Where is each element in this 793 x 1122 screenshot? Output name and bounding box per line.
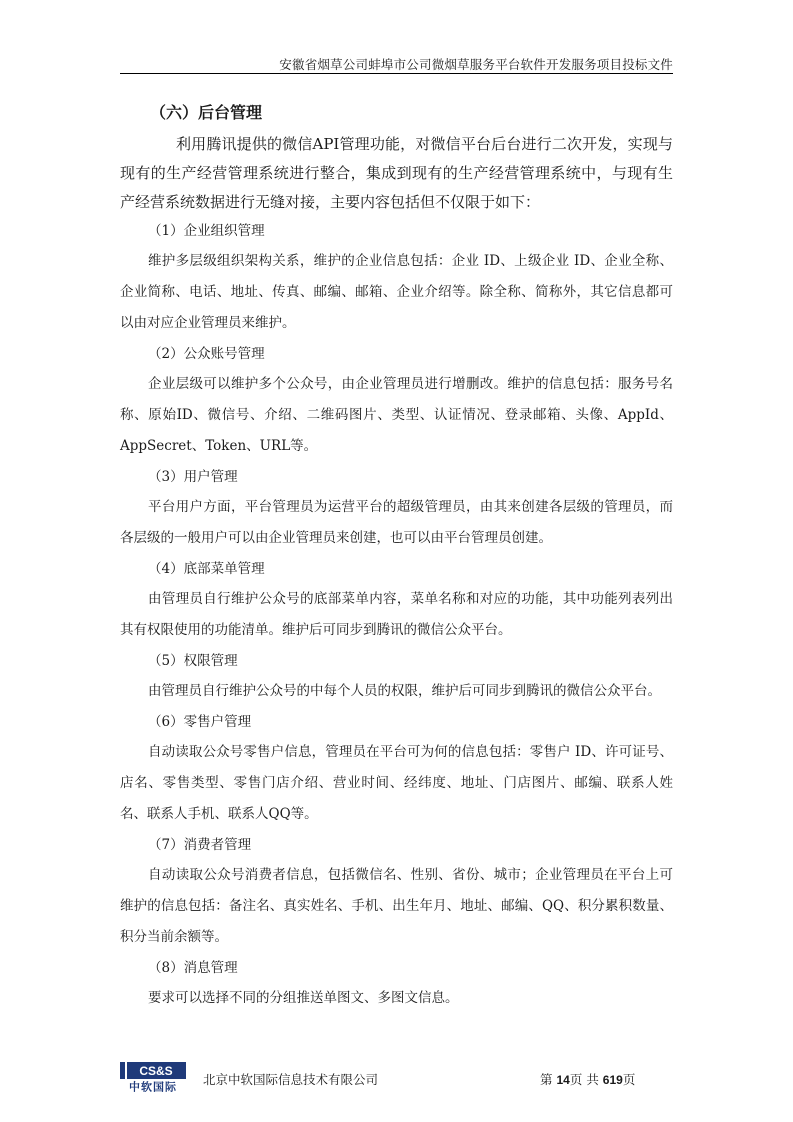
item-heading: （3）用户管理 [148, 469, 238, 485]
item-text: 由管理员自行维护公众号的中每个人员的权限，维护后可同步到腾讯的微信公众平台。 [148, 683, 661, 699]
footer-company: 北京中软国际信息技术有限公司 [203, 1072, 379, 1087]
page-total: 619 [602, 1073, 623, 1087]
item-heading: （8）消息管理 [148, 960, 238, 976]
item-heading: （6）零售户管理 [148, 714, 252, 730]
item-heading: （5）权限管理 [148, 653, 238, 669]
page-suffix: 页 [622, 1072, 636, 1087]
header-rule [120, 73, 673, 74]
page-prefix: 第 [540, 1072, 557, 1087]
intro-paragraph: 利用腾讯提供的微信API管理功能，对微信平台后台进行二次开发，实现与现有的生产经营管理系统进行整合，集成到现有的生产经营管理系统中，与现有生产经营系统数据进行无缝对接，主要内容包括但不仅限于如下： [120, 135, 673, 211]
page-mid: 页 共 [569, 1072, 603, 1087]
item-text: 要求可以选择不同的分组推送单图文、多图文信息。 [148, 990, 459, 1006]
item-text: 自动读取公众号零售户信息，管理员在平台可为何的信息包括：零售户 ID、许可证号、店名、零售类型、零售门店介绍、营业时间、经纬度、地址、门店图片、邮编、联系人姓名、联系人手机、联系人QQ等。 [120, 744, 673, 822]
page-header: 安徽省烟草公司蚌埠市公司微烟草服务平台软件开发服务项目投标文件 [279, 57, 673, 72]
section-title: （六）后台管理 [150, 103, 263, 122]
item-heading: （7）消费者管理 [148, 837, 252, 853]
item-heading: （1）企业组织管理 [148, 223, 265, 239]
section-body [120, 216, 673, 1014]
item-heading: （4）底部菜单管理 [148, 561, 265, 577]
item-text: 维护多层级组织架构关系，维护的企业信息包括：企业 ID、上级企业 ID、企业全称、企业简称、电话、地址、传真、邮编、邮箱、企业介绍等。除全称、简称外，其它信息都可以由对应企业管理员来维护。 [120, 253, 673, 331]
page-number [540, 1070, 635, 1088]
page-current: 14 [556, 1073, 570, 1087]
item-text: 企业层级可以维护多个公众号，由企业管理员进行增删改。维护的信息包括：服务号名称、原始ID、微信号、介绍、二维码图片、类型、认证情况、登录邮箱、头像、AppId、AppSecret、Token、URL等。 [120, 376, 673, 454]
item-heading: （2）公众账号管理 [148, 346, 265, 362]
item-text: 由管理员自行维护公众号的底部菜单内容，菜单名称和对应的功能，其中功能列表列出其有权限使用的功能清单。维护后可同步到腾讯的微信公众平台。 [120, 591, 673, 638]
logo-bar [120, 1062, 125, 1079]
item-text: 平台用户方面，平台管理员为运营平台的超级管理员，由其来创建各层级的管理员，而各层级的一般用户可以由企业管理员来创建，也可以由平台管理员创建。 [120, 499, 673, 546]
logo-text-top: CS&S [139, 1064, 173, 1078]
intro-paragraph-wrap [120, 130, 673, 217]
item-text: 自动读取公众号消费者信息，包括微信名、性别、省份、城市；企业管理员在平台上可维护的信息包括：备注名、真实姓名、手机、出生年月、地址、邮编、QQ、积分累积数量、积分当前余额等。 [120, 867, 673, 945]
company-logo [120, 1062, 186, 1092]
logo-text-bottom: 中软国际 [129, 1080, 177, 1092]
